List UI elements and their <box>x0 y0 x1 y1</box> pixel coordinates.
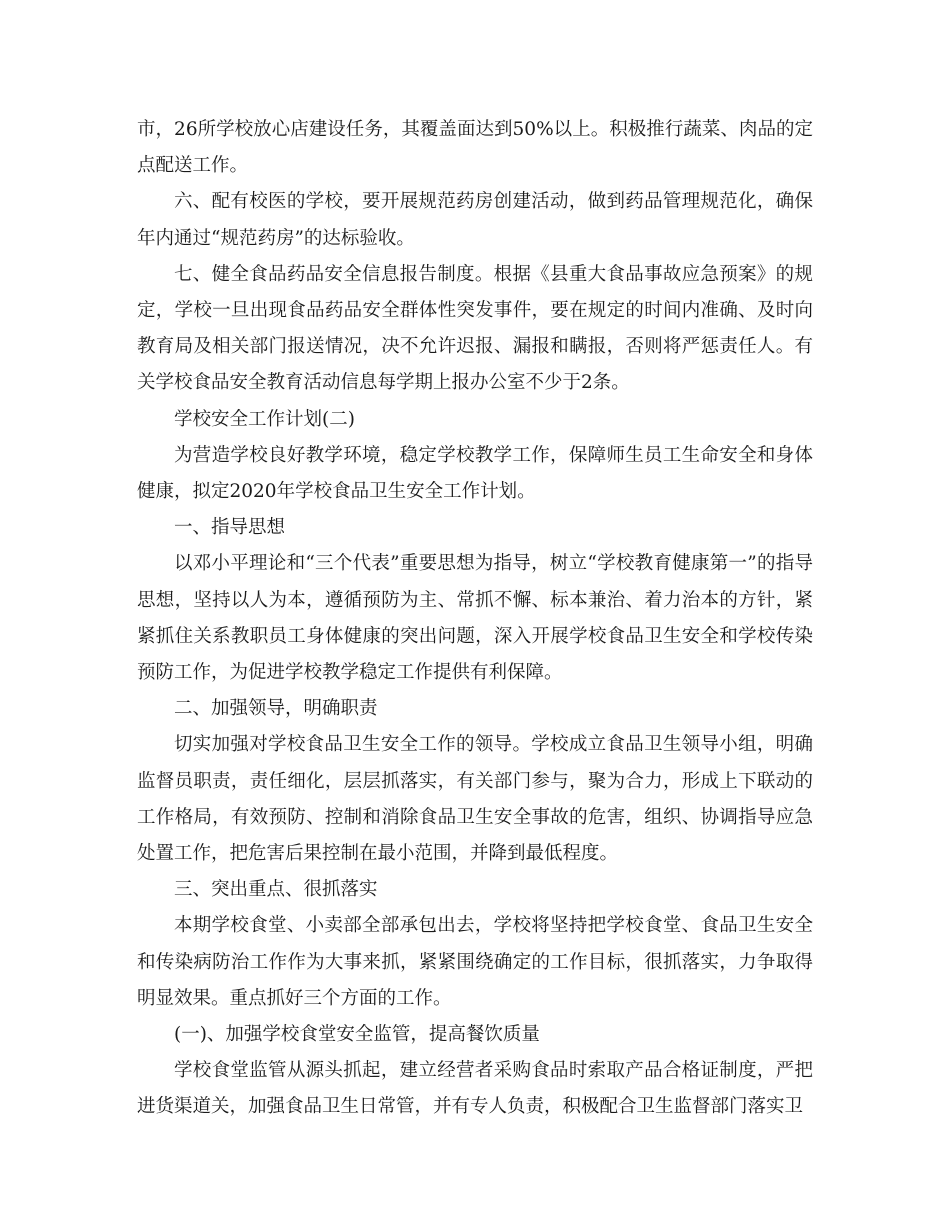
paragraph-3: 七、健全食品药品安全信息报告制度。根据《县重大食品事故应急预案》的规定，学校一旦出现食品药品安全群体性突发事件，要在规定的时间内准确、及时向教育局及相关部门报送情况，决不允许迟报、漏报和瞒报，否则将严惩责任人。有关学校食品安全教育活动信息每学期上报办公室不少于2条。 <box>137 263 813 394</box>
paragraph-1: 市，26所学校放心店建设任务，其覆盖面达到50%以上。积极推行蔬菜、肉品的定点配送工作。 <box>137 119 813 177</box>
section-heading-plan-two: 学校安全工作计划(二) <box>174 408 355 430</box>
heading-key-points: 三、突出重点、很抓落实 <box>174 879 378 901</box>
paragraph-6: 切实加强对学校食品卫生安全工作的领导。学校成立食品卫生领导小组，明确监督员职责，责任细化，层层抓落实，有关部门参与，聚为合力，形成上下联动的工作格局，有效预防、控制和消除食品卫生安全事故的危害，组织、协调指导应急处置工作，把危害后果控制在最小范围，并降到最低程度。 <box>137 734 813 865</box>
heading-leadership: 二、加强领导，明确职责 <box>174 698 378 720</box>
paragraph-8: 学校食堂监管从源头抓起，建立经营者采购食品时索取产品合格证制度，严把进货渠道关，加强食品卫生日常管，并有专人负责，积极配合卫生监督部门落实卫 <box>137 1060 813 1118</box>
paragraph-5: 以邓小平理论和“三个代表”重要思想为指导，树立“学校教育健康第一”的指导思想，坚持以人为本，遵循预防为主、常抓不懈、标本兼治、着力治本的方针，紧紧抓住关系教职员工身体健康的突出问题，深入开展学校食品卫生安全和学校传染预防工作，为促进学校教学稳定工作提供有利保障。 <box>137 553 813 684</box>
paragraph-2: 六、配有校医的学校，要开展规范药房创建活动，做到药品管理规范化，确保年内通过“规范药房”的达标验收。 <box>137 191 813 249</box>
paragraph-4: 为营造学校良好教学环境，稳定学校教学工作，保障师生员工生命安全和身体健康，拟定2020年学校食品卫生安全工作计划。 <box>137 444 813 503</box>
paragraph-7: 本期学校食堂、小卖部全部承包出去，学校将坚持把学校食堂、食品卫生安全和传染病防治工作作为大事来抓，紧紧围绕确定的工作目标，很抓落实，力争取得明显效果。重点抓好三个方面的工作。 <box>137 915 813 1009</box>
document-body <box>137 112 813 1126</box>
subheading-canteen-supervision: (一)、加强学校食堂安全监管，提高餐饮质量 <box>174 1024 540 1046</box>
heading-guiding-thought: 一、指导思想 <box>174 517 286 539</box>
